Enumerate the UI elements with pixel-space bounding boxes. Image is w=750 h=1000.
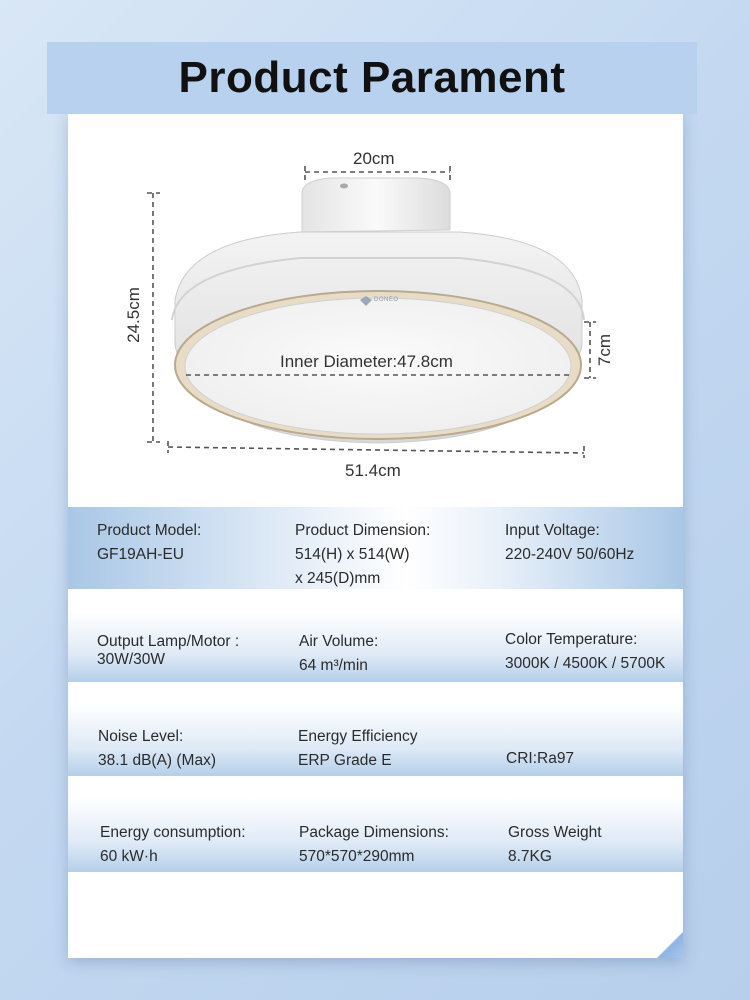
spec-value: 38.1 dB(A) (Max) (98, 752, 217, 769)
spec-value: CRI:Ra97 (506, 750, 575, 767)
dimension-inner-diameter-label: Inner Diameter:47.8cm (280, 352, 453, 371)
spec-value: 60 kW·h (100, 848, 158, 865)
spec-value: GF19AH-EU (97, 546, 184, 563)
spec-label: Output Lamp/Motor : (97, 633, 240, 650)
spec-value: 8.7KG (508, 848, 552, 865)
spec-label: Gross Weight (508, 824, 602, 841)
spec-value: 30W/30W (97, 651, 166, 668)
dimension-top-label: 20cm (353, 149, 395, 168)
dimension-side-label: 7cm (595, 333, 614, 367)
spec-label: Energy Efficiency (298, 728, 418, 745)
spec-label: Color Temperature: (505, 631, 638, 648)
page-fold-corner (657, 932, 683, 958)
spec-label: Product Dimension: (295, 522, 431, 539)
spec-label: Product Model: (97, 522, 202, 539)
spec-value: 220-240V 50/60Hz (505, 546, 635, 563)
spec-label: Energy consumption: (100, 824, 246, 841)
page-title: Product Parament (178, 53, 566, 102)
dimension-width-label: 51.4cm (345, 461, 401, 480)
spec-label: Input Voltage: (505, 522, 600, 539)
dimension-height-label: 24.5cm (124, 287, 143, 343)
mount-cylinder (302, 178, 450, 232)
spec-label: Noise Level: (98, 728, 184, 745)
brand-logo-text: DONEO (374, 297, 399, 303)
spec-value: 570*570*290mm (299, 848, 415, 865)
spec-label: Air Volume: (299, 633, 379, 650)
spec-value: 64 m³/min (299, 657, 368, 674)
spec-value: 3000K / 4500K / 5700K (505, 655, 666, 672)
spec-value: x 245(D)mm (295, 570, 381, 587)
spec-value: 514(H) x 514(W) (295, 546, 410, 563)
spec-value: ERP Grade E (298, 752, 392, 769)
spec-label: Package Dimensions: (299, 824, 449, 841)
